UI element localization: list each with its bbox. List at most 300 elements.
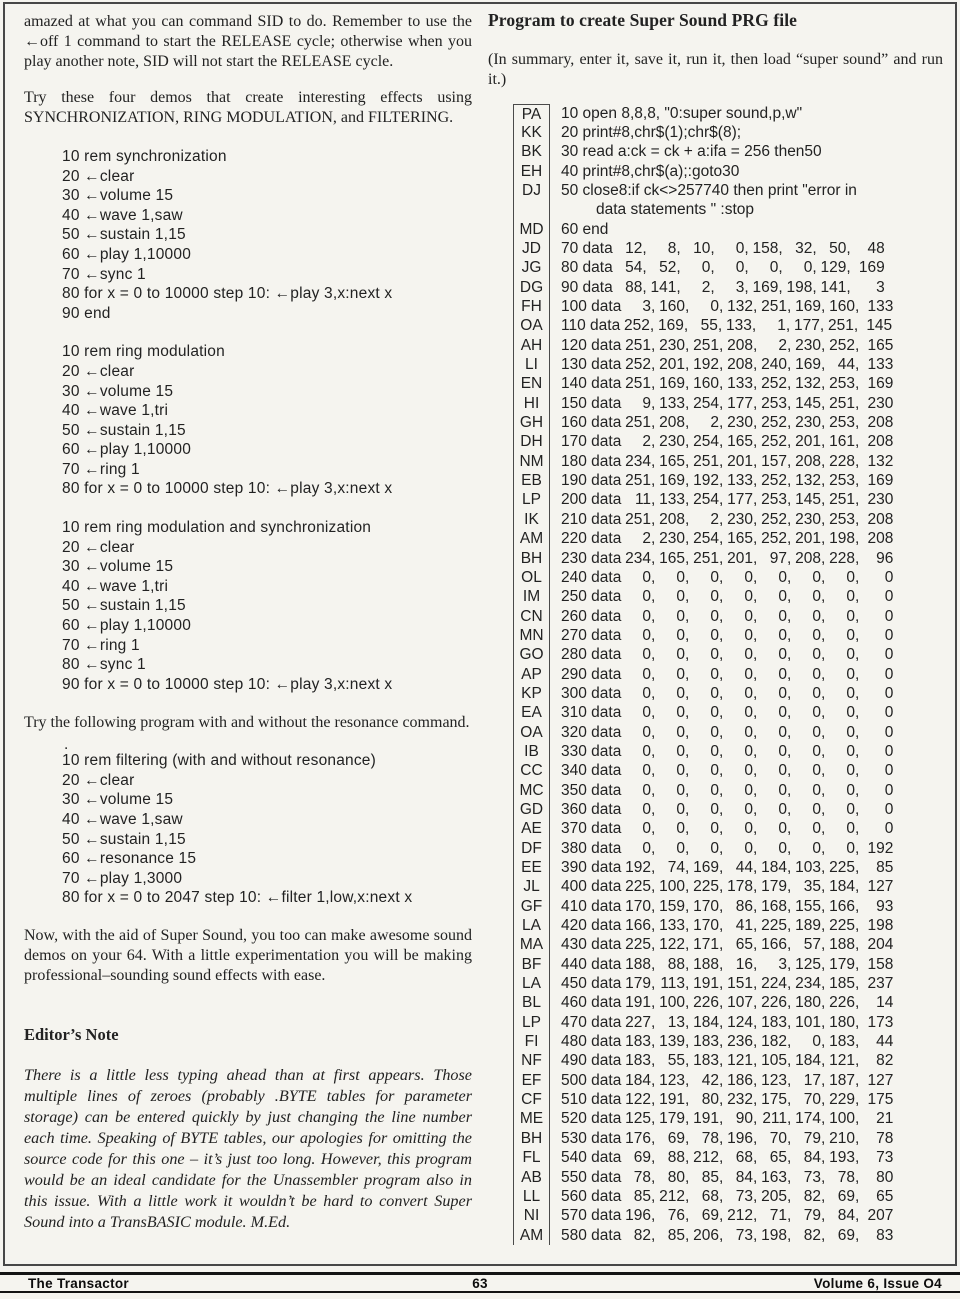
data-value: 177,: [727, 491, 758, 509]
checksum-cell: JG: [513, 258, 550, 277]
data-value: 158: [867, 955, 894, 973]
data-value: 159,: [659, 897, 690, 915]
data-line-label: 530 data: [561, 1129, 622, 1147]
data-statement: [550, 858, 893, 877]
data-value: 80,: [667, 1168, 690, 1186]
data-line-label: 400 data: [561, 878, 622, 896]
data-value: 184,: [625, 1071, 656, 1089]
listing-data-row: [513, 258, 943, 277]
data-value: 169,: [659, 472, 690, 490]
data-value: 0,: [710, 704, 724, 722]
demo-listing-synchronization: [62, 147, 472, 323]
data-line-label: 570 data: [561, 1207, 622, 1225]
checksum-cell: BL: [513, 993, 550, 1012]
data-statement: [550, 297, 893, 316]
data-value: 0,: [812, 820, 826, 838]
data-line-label: 350 data: [561, 781, 622, 799]
data-value: 226,: [693, 994, 724, 1012]
code-line: 90 end: [62, 304, 111, 322]
demo-listing-filtering: [62, 751, 472, 908]
data-value: 105,: [761, 1052, 792, 1070]
data-value: 240,: [761, 356, 792, 374]
data-value: 252,: [761, 375, 792, 393]
data-value: 169,: [693, 859, 724, 876]
data-value: 1,: [777, 317, 791, 335]
data-statement: [550, 316, 892, 335]
code-line: 10 rem filtering (with and without resonance): [62, 752, 376, 770]
data-value: 32,: [795, 240, 817, 257]
data-value: 208,: [795, 452, 826, 470]
listing-data-row: [513, 432, 943, 451]
data-line-label: 250 data: [561, 588, 622, 606]
data-value: 70,: [769, 1129, 792, 1147]
data-value: 2,: [642, 530, 656, 548]
data-value: 178,: [727, 878, 758, 896]
data-value: 65: [876, 1187, 894, 1205]
listing-data-row: [513, 645, 943, 664]
data-value: 169,: [795, 298, 826, 316]
checksum-cell: LP: [513, 490, 550, 509]
data-value: 175,: [761, 1091, 792, 1109]
code-line: 60 ←play 1,10000: [62, 245, 192, 263]
data-value: 100,: [829, 1110, 860, 1128]
data-value: 82,: [633, 1226, 656, 1244]
data-statement: [550, 1051, 893, 1070]
data-value: 141,: [820, 278, 851, 296]
code-line: 30 ←volume 15: [62, 382, 174, 400]
checksum-cell: MA: [513, 935, 550, 954]
data-line-label: 330 data: [561, 742, 622, 760]
data-line-label: 110 data: [561, 317, 621, 335]
data-line-label: 490 data: [561, 1052, 622, 1070]
checksum-cell: FL: [513, 1148, 550, 1167]
data-value: 69,: [837, 1187, 860, 1205]
checksum-cell: DJ: [513, 181, 550, 200]
data-value: 0,: [642, 665, 656, 683]
data-value: 132,: [795, 472, 826, 490]
data-value: 205,: [761, 1187, 792, 1205]
data-value: 79,: [803, 1207, 826, 1225]
data-value: 234,: [795, 975, 826, 993]
checksum-cell: AB: [513, 1168, 550, 1187]
checksum-cell: EH: [513, 162, 550, 181]
data-value: 186,: [727, 1071, 758, 1089]
data-value: 0,: [812, 684, 826, 702]
data-value: 254,: [693, 491, 724, 509]
data-line-label: 70 data: [561, 240, 613, 257]
data-statement: [550, 490, 893, 509]
listing-code-row: [513, 142, 943, 161]
data-value: 54,: [625, 259, 647, 277]
data-value: 0,: [676, 800, 690, 818]
data-value: 73,: [803, 1168, 826, 1186]
data-value: 191,: [659, 1091, 690, 1109]
data-value: 184,: [829, 878, 860, 896]
data-value: 230,: [795, 336, 826, 354]
data-value: 0,: [642, 704, 656, 722]
data-value: 0,: [701, 259, 715, 277]
data-line-label: 210 data: [561, 510, 622, 528]
code-line: 60 ←resonance 15: [62, 850, 197, 868]
code-line: 20 ←clear: [62, 167, 135, 185]
data-value: 180,: [795, 994, 826, 1012]
data-value: 253,: [761, 491, 792, 509]
checksum-cell: LA: [513, 974, 550, 993]
data-value: 208,: [727, 356, 758, 374]
data-value: 133: [867, 356, 894, 374]
data-line-label: 290 data: [561, 665, 622, 683]
data-value: 78,: [701, 1129, 724, 1147]
data-value: 9,: [642, 394, 656, 412]
data-value: 96: [876, 549, 894, 567]
code-line: 40 ←wave 1,tri: [62, 577, 169, 595]
data-value: 70,: [803, 1091, 826, 1109]
data-value: 252,: [761, 433, 792, 451]
data-value: 198,: [761, 1226, 792, 1244]
data-value: 0,: [846, 839, 860, 857]
listing-data-row: [513, 1226, 943, 1245]
data-value: 0,: [778, 723, 792, 741]
program-heading: Program to create Super Sound PRG file: [488, 10, 798, 30]
data-value: 80: [876, 1168, 894, 1186]
data-statement: [550, 665, 893, 684]
data-value: 160,: [693, 375, 724, 393]
data-value: 0,: [642, 762, 656, 780]
data-statement: [550, 1090, 893, 1109]
listing-data-row: [513, 819, 943, 838]
data-value: 0,: [803, 259, 817, 277]
stray-mark: .: [64, 736, 69, 754]
data-value: 69,: [633, 1149, 656, 1167]
code-line: 50 ←sustain 1,15: [62, 226, 186, 244]
checksum-cell: PA: [513, 104, 550, 123]
checksum-cell: FI: [513, 1032, 550, 1051]
data-value: 252,: [624, 317, 655, 335]
data-value: 52,: [659, 259, 681, 277]
checksum-cell: LI: [513, 355, 550, 374]
code-text: data statements " :stop: [596, 201, 755, 219]
code-line: 60 ←play 1,10000: [62, 441, 192, 459]
data-value: 179,: [761, 878, 792, 896]
data-value: 17,: [803, 1071, 826, 1089]
data-value: 145,: [795, 491, 826, 509]
data-statement: [550, 742, 893, 761]
code-line: 30 ←volume 15: [62, 187, 174, 205]
data-value: 79,: [803, 1129, 826, 1147]
data-value: 251,: [693, 549, 724, 567]
data-value: 0,: [846, 684, 860, 702]
data-value: 88,: [667, 955, 690, 973]
listing-data-row: [513, 1032, 943, 1051]
data-value: 0,: [778, 781, 792, 799]
data-value: 0,: [769, 259, 783, 277]
listing-data-row: [513, 839, 943, 858]
data-statement: [550, 1206, 893, 1225]
data-value: 3,: [778, 955, 792, 973]
data-value: 0,: [710, 568, 724, 586]
data-value: 123,: [761, 1071, 792, 1089]
data-statement: [550, 761, 893, 780]
data-value: 0,: [778, 588, 792, 606]
data-value: 252,: [761, 414, 792, 432]
data-value: 0,: [676, 588, 690, 606]
data-value: 0,: [778, 568, 792, 586]
data-statement: [550, 529, 893, 548]
checksum-cell: CN: [513, 607, 550, 626]
checksum-cell: HI: [513, 394, 550, 413]
data-line-label: 270 data: [561, 626, 622, 644]
data-value: 50,: [829, 240, 851, 257]
data-line-label: 420 data: [561, 917, 622, 935]
data-statement: [550, 703, 893, 722]
checksum-cell: KP: [513, 684, 550, 703]
data-value: 0,: [744, 626, 758, 644]
data-value: 253,: [829, 472, 860, 490]
checksum-cell: MD: [513, 220, 550, 239]
data-value: 230,: [795, 414, 826, 432]
listing-data-row: [513, 239, 943, 258]
data-value: 0,: [676, 820, 690, 838]
summary-paragraph: (In summary, enter it, save it, run it, then load “super sound” and run it.): [488, 51, 943, 88]
code-line: 80 ←sync 1: [62, 656, 146, 674]
data-value: 253,: [761, 394, 792, 412]
data-value: 145,: [795, 394, 826, 412]
data-value: 251,: [829, 491, 860, 509]
listing-data-row: [513, 278, 943, 297]
data-statement: [550, 993, 893, 1012]
data-value: 132: [867, 452, 894, 470]
data-value: 201,: [727, 452, 758, 470]
data-value: 0,: [846, 607, 860, 625]
listing-code-row: [513, 104, 943, 123]
data-line-label: 450 data: [561, 975, 622, 993]
data-statement: [550, 626, 893, 645]
data-value: 2,: [778, 336, 792, 354]
data-value: 208: [867, 433, 894, 451]
listing-data-row: [513, 471, 943, 490]
code-line: 90 for x = 0 to 10000 step 10: ←play 3,x:next x: [62, 675, 393, 693]
data-value: 183,: [829, 1033, 860, 1051]
data-value: 0,: [744, 646, 758, 664]
code-line: 20 ←clear: [62, 362, 135, 380]
data-value: 0,: [676, 723, 690, 741]
footer-magazine-title: The Transactor: [28, 1275, 129, 1291]
data-value: 165,: [659, 452, 690, 470]
code-text: 40 print#8,chr$(a);:goto30: [561, 162, 740, 180]
data-value: 124,: [727, 1013, 758, 1031]
data-value: 44: [876, 1033, 894, 1051]
data-value: 0,: [778, 646, 792, 664]
data-value: 201,: [795, 530, 826, 548]
data-value: 166,: [829, 897, 860, 915]
data-value: 0,: [778, 820, 792, 838]
checksum-cell: MC: [513, 781, 550, 800]
data-statement: [550, 684, 893, 703]
data-value: 160,: [659, 298, 690, 316]
data-value: 90,: [735, 1110, 758, 1128]
data-value: 100,: [659, 994, 690, 1012]
data-line-label: 200 data: [561, 491, 622, 509]
data-value: 42,: [701, 1071, 724, 1089]
data-value: 84,: [837, 1207, 860, 1225]
data-line-label: 190 data: [561, 472, 622, 490]
data-value: 227,: [625, 1013, 656, 1031]
data-value: 0,: [812, 568, 826, 586]
data-statement: [550, 413, 893, 432]
listing-data-row: [513, 413, 943, 432]
data-value: 228,: [829, 452, 860, 470]
code-line: 50 ←sustain 1,15: [62, 597, 186, 615]
data-value: 125,: [795, 955, 826, 973]
data-value: 0,: [735, 259, 749, 277]
checksum-cell: BH: [513, 1129, 550, 1148]
page-footer: [0, 1272, 960, 1293]
data-line-label: 510 data: [561, 1091, 622, 1109]
code-line: 80 for x = 0 to 2047 step 10: ←filter 1,low,x:next x: [62, 889, 413, 907]
data-value: 3,: [735, 278, 749, 296]
data-value: 0,: [676, 568, 690, 586]
listing-data-row: [513, 684, 943, 703]
data-value: 0,: [812, 839, 826, 857]
data-value: 85,: [701, 1168, 724, 1186]
data-value: 122,: [625, 1091, 656, 1109]
code-line: 70 ←play 1,3000: [62, 869, 183, 887]
data-value: 0,: [778, 762, 792, 780]
data-value: 193,: [829, 1149, 860, 1167]
data-statement: [550, 607, 893, 626]
checksum-cell: EN: [513, 374, 550, 393]
data-value: 225,: [829, 917, 860, 935]
data-value: 0: [884, 742, 894, 760]
checksum-cell: DF: [513, 839, 550, 858]
data-value: 14: [876, 994, 894, 1012]
data-value: 191,: [625, 994, 656, 1012]
data-value: 0: [884, 626, 894, 644]
data-value: 0,: [676, 684, 690, 702]
data-value: 208,: [795, 549, 826, 567]
data-statement: [550, 336, 893, 355]
data-line-label: 280 data: [561, 646, 622, 664]
data-value: 208: [867, 530, 894, 548]
data-value: 234,: [625, 452, 656, 470]
data-line-label: 150 data: [561, 394, 622, 412]
data-value: 234,: [625, 549, 656, 567]
data-value: 0: [884, 762, 894, 780]
checksum-cell: AM: [513, 1226, 550, 1245]
data-statement: [550, 587, 893, 606]
listing-code-row: [513, 123, 943, 142]
data-value: 69,: [701, 1207, 724, 1225]
left-column: [24, 12, 472, 1233]
data-statement: [550, 355, 893, 374]
data-value: 0: [884, 800, 894, 818]
footer-issue-label: Volume 6, Issue O4: [813, 1275, 942, 1291]
data-statement: [550, 723, 893, 742]
data-value: 0,: [812, 704, 826, 722]
checksum-cell: AP: [513, 665, 550, 684]
data-statement: [550, 1071, 893, 1090]
data-value: 230,: [659, 530, 690, 548]
data-line-label: 230 data: [561, 549, 622, 567]
data-value: 225,: [625, 878, 656, 896]
data-value: 196,: [625, 1207, 656, 1225]
data-line-label: 260 data: [561, 607, 622, 625]
data-value: 155,: [795, 897, 826, 915]
data-value: 13,: [667, 1013, 690, 1031]
data-value: 0,: [846, 781, 860, 799]
data-value: 0,: [676, 762, 690, 780]
data-value: 251,: [761, 298, 792, 316]
data-statement: [550, 1187, 893, 1206]
data-value: 198: [867, 917, 894, 935]
data-line-label: 360 data: [561, 800, 622, 818]
data-statement: [550, 1168, 893, 1187]
data-value: 232,: [727, 1091, 758, 1109]
data-value: 0,: [710, 298, 724, 316]
data-value: 133,: [659, 394, 690, 412]
data-value: 212,: [693, 1149, 724, 1167]
data-statement: [550, 916, 893, 935]
data-line-label: 130 data: [561, 356, 622, 374]
data-value: 3,: [642, 298, 656, 316]
data-value: 85: [876, 859, 894, 876]
listing-data-row: [513, 374, 943, 393]
data-value: 107,: [727, 994, 758, 1012]
data-value: 251,: [625, 375, 656, 393]
data-value: 57,: [803, 936, 826, 954]
data-value: 0,: [744, 781, 758, 799]
listing-code-row: [513, 162, 943, 181]
data-value: 0,: [846, 762, 860, 780]
data-value: 0,: [744, 568, 758, 586]
data-value: 0,: [778, 839, 792, 857]
data-value: 0,: [846, 646, 860, 664]
checksum-cell: EB: [513, 471, 550, 490]
data-value: 252,: [761, 510, 792, 528]
data-line-label: 90 data: [561, 278, 613, 296]
checksum-cell: OA: [513, 723, 550, 742]
code-line: 40 ←wave 1,saw: [62, 206, 183, 224]
data-line-label: 180 data: [561, 452, 622, 470]
code-line: 50 ←sustain 1,15: [62, 830, 186, 848]
data-value: 0,: [710, 626, 724, 644]
code-line: 80 for x = 0 to 10000 step 10: ←play 3,x:next x: [62, 285, 393, 303]
data-value: 0,: [744, 704, 758, 722]
demo-listing-ring-modulation-and-sync: [62, 518, 472, 694]
checksum-cell: LA: [513, 916, 550, 935]
checksum-cell: OL: [513, 568, 550, 587]
data-value: 133,: [727, 375, 758, 393]
data-value: 0,: [676, 742, 690, 760]
data-value: 65,: [735, 936, 758, 954]
data-value: 82,: [803, 1187, 826, 1205]
checksum-cell: AE: [513, 819, 550, 838]
checksum-cell: NM: [513, 452, 550, 471]
data-value: 251,: [693, 452, 724, 470]
checksum-cell: JL: [513, 877, 550, 896]
data-value: 225,: [761, 917, 792, 935]
data-value: 0,: [710, 820, 724, 838]
data-value: 165,: [727, 530, 758, 548]
data-statement: [550, 1032, 893, 1051]
data-value: 21: [876, 1110, 894, 1128]
data-value: 211,: [762, 1110, 792, 1128]
data-value: 35,: [803, 878, 826, 896]
data-value: 198,: [829, 530, 860, 548]
data-value: 68,: [701, 1187, 724, 1205]
listing-data-row: [513, 877, 943, 896]
data-value: 84,: [803, 1149, 826, 1167]
